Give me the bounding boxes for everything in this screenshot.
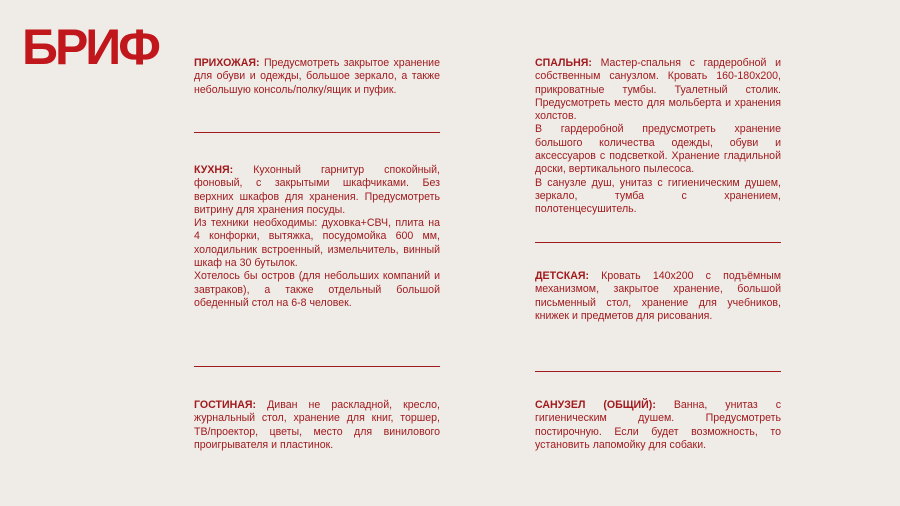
section-bedroom [535,57,781,217]
section-text: Ванна, унитаз с гигиеническим душем. Предусмотреть постирочную. Если будет возможность, то установить лапомойку для собаки. [535,399,782,451]
section-text: Из техники необходимы: духовка+СВЧ, плита на 4 конфорки, вытяжка, посудомойка 600 мм, холодильник встроенный, измельчитель, винный шкаф на 30 бутылок. [194,217,440,270]
section-bathroom [535,399,781,452]
section-text: В гардеробной предусмотреть хранение большого количества одежды, обуви и аксессуаров с подсветкой. Хранение гладильной доски, вертикального пылесоса. [535,123,781,176]
section-label: ГОСТИНАЯ: [194,399,257,411]
section-living-room [194,399,440,452]
section-text: Кровать 140х200 с подъёмным механизмом, закрытое хранение, большой письменный стол, хранение для учебников, книжек и предметов для рисования. [535,270,781,322]
divider [194,366,440,367]
section-kids-room [535,270,781,323]
section-label: КУХНЯ: [194,164,234,176]
section-label: ПРИХОЖАЯ: [194,57,260,69]
section-text: Хотелось бы остров (для небольших компаний и завтраков), а также отдельный большой обеденный стол на 6-8 человек. [194,270,440,309]
logo: БРИФ [22,19,158,75]
divider [535,371,781,372]
section-label: САНУЗЕЛ (ОБЩИЙ): [535,399,656,411]
divider [194,132,440,133]
section-text: В санузле душ, унитаз с гигиеническим душем, зеркало, тумба с хранением, полотенцесушитель. [535,176,781,216]
section-kitchen [194,164,440,310]
section-text: Диван не раскладной, кресло, журнальный стол, хранение для книг, торшер, ТВ/проектор, цветы, место для винилового проигрывателя и пластинок. [194,399,440,451]
section-label: ДЕТСКАЯ: [535,270,589,282]
section-text: Предусмотреть закрытое хранение для обуви и одежды, большое зеркало, а также небольшую консоль/полку/ящик и пуфик. [194,57,440,96]
section-label: СПАЛЬНЯ: [535,57,592,69]
section-text: Мастер-спальня с гардеробной и собственным санузлом. Кровать 160-180х200, прикроватные тумбы. Туалетный столик. Предусмотреть место для мольберта и хранения холстов. [535,57,781,123]
section-hallway [194,57,440,97]
divider [535,242,781,243]
section-text: Кухонный гарнитур спокойный, фоновый, с закрытыми шкафчиками. Без верхних шкафов для хранения. Предусмотреть витрину для хранения посуды. [194,164,440,216]
